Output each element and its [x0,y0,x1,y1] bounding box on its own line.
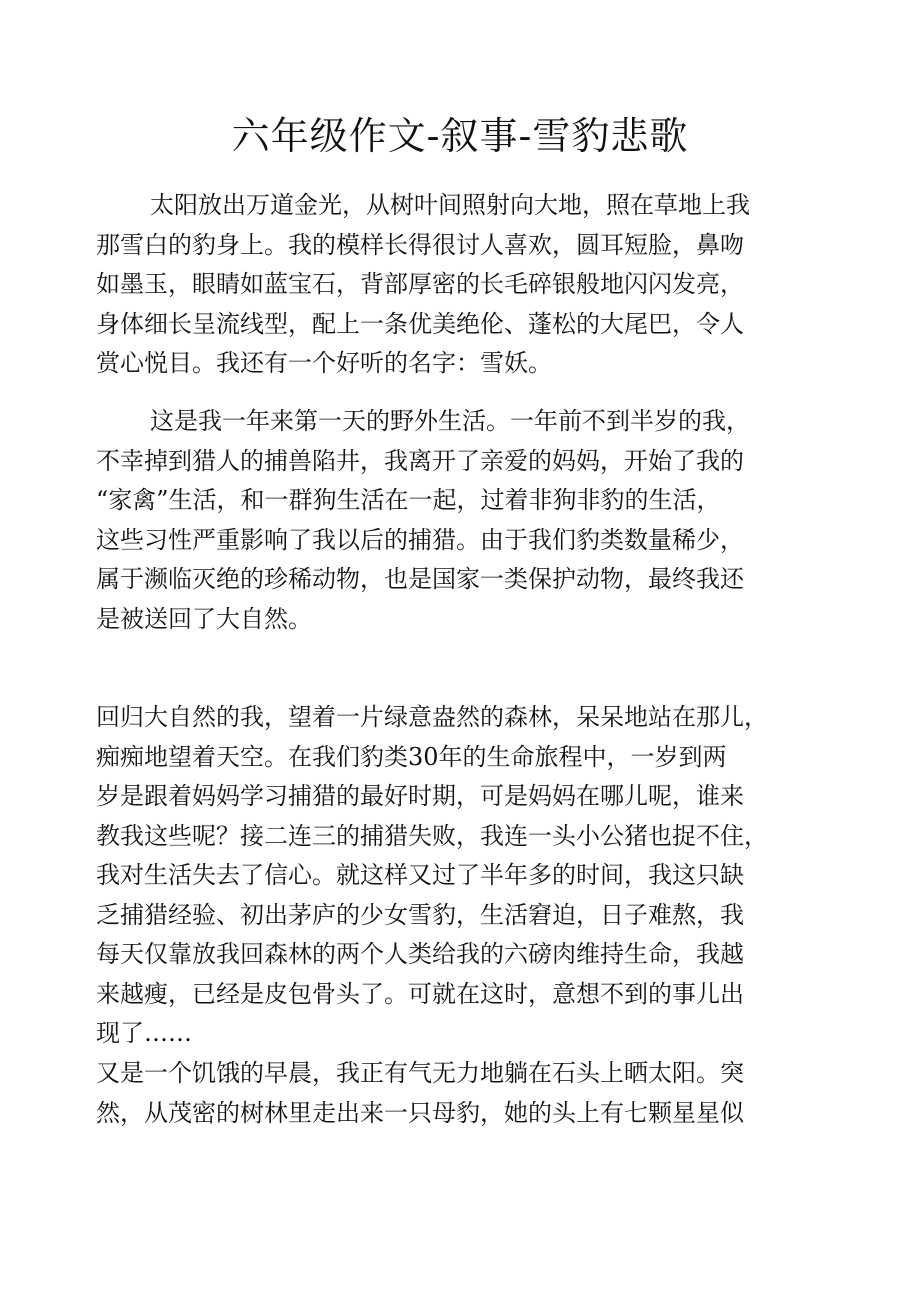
paragraph-line: 乏捕猎经验、初出茅庐的少女雪豹，生活窘迫，日子难熬，我 [96,900,744,929]
paragraph-line: 这是我一年来第一天的野外生活。一年前不到半岁的我， [150,407,750,435]
paragraph-2 [96,402,804,639]
paragraph-line: 是被送回了大自然。 [96,604,312,633]
paragraph-line: 赏心悦目。我还有一个好听的名字：雪妖。 [96,349,552,377]
paragraph-line: “家禽”生活，和一群狗生活在一起，过着非狗非豹的生活， [96,486,721,514]
paragraph-line: 回归大自然的我，望着一片绿意盎然的森林，呆呆地站在那儿， [96,703,768,731]
paragraph-line: 教我这些呢？接二连三的捕猎失败，我连一头小公猪也捉不住， [96,821,768,850]
paragraph-line: 痴痴地望着天空。在我们豹类30年的生命旅程中，一岁到两 [96,742,727,771]
paragraph-line: 来越瘦，已经是皮包骨头了。可就在这时，意想不到的事儿出 [96,979,744,1008]
page-title: 六年级作文-叙事-雪豹悲歌 [231,114,689,158]
paragraph-line: 我对生活失去了信心。就这样又过了半年多的时间，我这只缺 [96,861,744,889]
paragraph-line: 又是一个饥饿的早晨，我正有气无力地躺在石头上晒太阳。突 [96,1059,744,1087]
paragraph-line: 不幸掉到猎人的捕兽陷井，我离开了亲爱的妈妈，开始了我的 [96,446,744,475]
paragraph-4 [96,1054,804,1133]
paragraph-line: 太阳放出万道金光，从树叶间照射向大地，照在草地上我 [150,191,750,219]
paragraph-line: 这些习性严重影响了我以后的捕猎。由于我们豹类数量稀少， [96,525,744,554]
paragraph-line: 那雪白的豹身上。我的模样长得很讨人喜欢，圆耳短脸，鼻吻 [96,230,744,259]
paragraph-line: 现了…… [96,1019,192,1047]
paragraph-3 [96,698,804,1054]
paragraph-1 [96,186,804,384]
paragraph-line: 然，从茂密的树林里走出来一只母豹，她的头上有七颗星星似 [96,1098,744,1127]
paragraph-line: 如墨玉，眼睛如蓝宝石，背部厚密的长毛碎银般地闪闪发亮， [96,270,744,298]
paragraph-line: 身体细长呈流线型，配上一条优美绝伦、蓬松的大尾巴，令人 [96,309,744,338]
paragraph-line: 属于濒临灭绝的珍稀动物，也是国家一类保护动物，最终我还 [96,565,744,593]
paragraph-line: 每天仅靠放我回森林的两个人类给我的六磅肉维持生命，我越 [96,940,744,968]
paragraph-line: 岁是跟着妈妈学习捕猎的最好时期，可是妈妈在哪儿呢，谁来 [96,782,744,810]
